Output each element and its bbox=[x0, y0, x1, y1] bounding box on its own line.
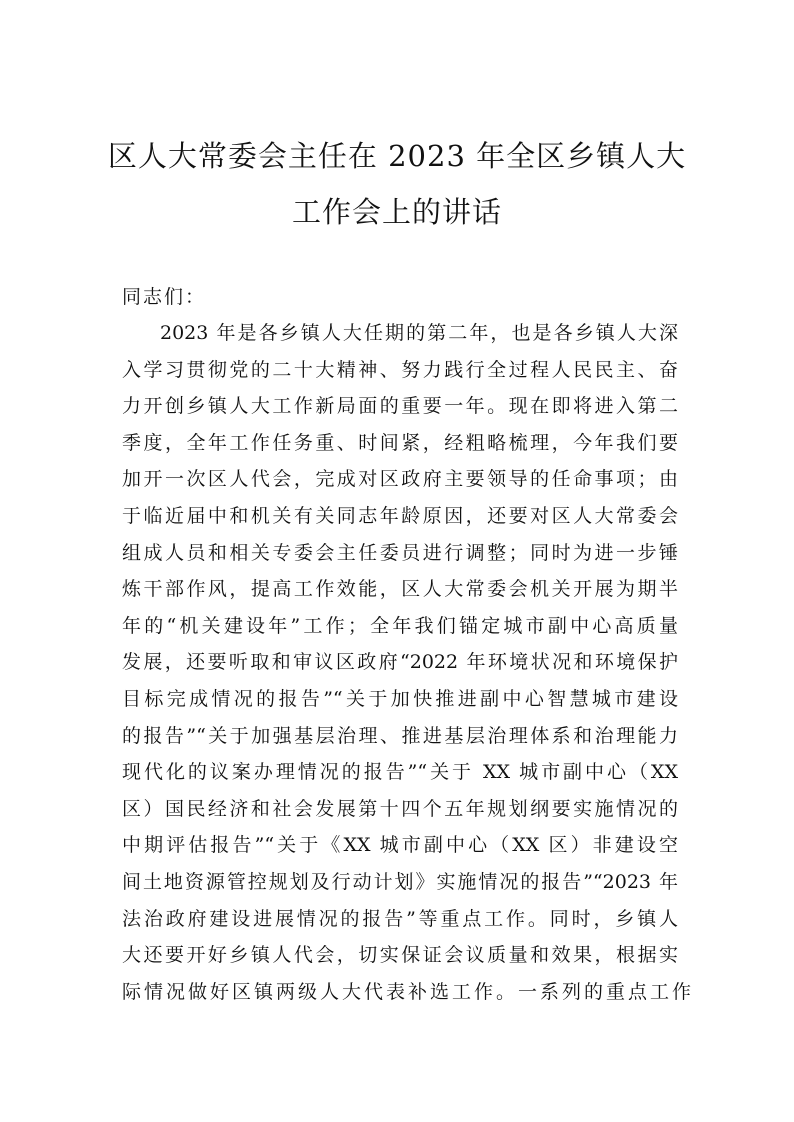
body-line: 的报告”“关于加强基层治理、推进基层治理体系和治理能力 bbox=[122, 724, 678, 747]
body-line: 间土地资源管控规划及行动计划》实施情况的报告”“2023 年 bbox=[122, 870, 678, 893]
body-line: 于临近届中和机关有关同志年龄原因，还要对区人大常委会 bbox=[122, 504, 678, 527]
body-line: 中期评估报告”“关于《XX 城市副中心（XX 区）非建设空 bbox=[122, 834, 678, 857]
title-line: 工作会上的讲话 bbox=[291, 195, 502, 229]
title-line: 区人大常委会主任在 2023 年全区乡镇人大 bbox=[107, 139, 687, 173]
body-line: 年的“机关建设年”工作；全年我们锚定城市副中心高质量 bbox=[122, 614, 678, 637]
body-line: 际情况做好区镇两级人大代表补选工作。一系列的重点工作 bbox=[122, 980, 695, 1003]
body-line: 入学习贯彻党的二十大精神、努力践行全过程人民民主、奋 bbox=[122, 358, 678, 381]
body-line: 2023 年是各乡镇人大任期的第二年，也是各乡镇人大深 bbox=[160, 322, 678, 344]
salutation: 同志们： bbox=[122, 286, 207, 308]
body-line: 法治政府建设进展情况的报告”等重点工作。同时，乡镇人 bbox=[122, 907, 678, 930]
body-line: 发展，还要听取和审议区政府“2022 年环境状况和环境保护 bbox=[122, 651, 678, 674]
body-line: 大还要开好乡镇人代会，切实保证会议质量和效果，根据实 bbox=[122, 944, 678, 967]
body-line: 现代化的议案办理情况的报告”“关于 XX 城市副中心（XX bbox=[122, 761, 678, 784]
body-line: 加开一次区人代会，完成对区政府主要领导的任命事项；由 bbox=[122, 468, 678, 491]
body-line: 区）国民经济和社会发展第十四个五年规划纲要实施情况的 bbox=[122, 797, 678, 820]
body-line: 目标完成情况的报告”“关于加快推进副中心智慧城市建设 bbox=[122, 687, 678, 710]
document-title bbox=[100, 128, 694, 240]
body-paragraph bbox=[122, 315, 695, 1010]
body-line: 力开创乡镇人大工作新局面的重要一年。现在即将进入第二 bbox=[122, 395, 678, 418]
body-line: 季度，全年工作任务重、时间紧，经粗略梳理，今年我们要 bbox=[122, 431, 678, 454]
body-line: 炼干部作风，提高工作效能，区人大常委会机关开展为期半 bbox=[122, 578, 678, 601]
body-line: 组成人员和相关专委会主任委员进行调整；同时为进一步锤 bbox=[122, 541, 678, 564]
